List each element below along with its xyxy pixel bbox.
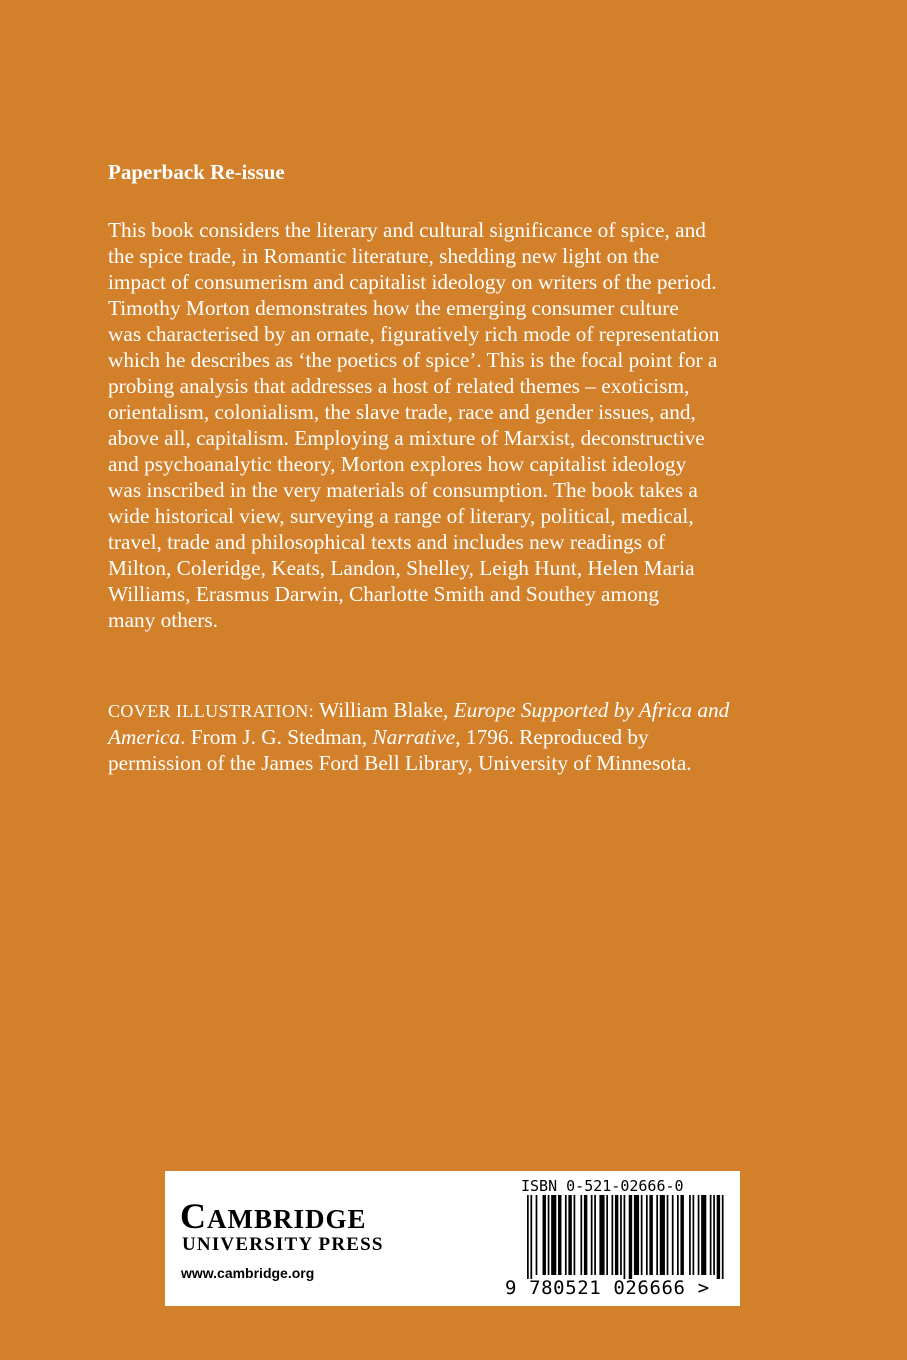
- credit-year: , 1796. Reproduced by: [455, 725, 649, 749]
- description-line: probing analysis that addresses a host of related themes – exoticism,: [108, 374, 690, 398]
- barcode-bar: [565, 1195, 567, 1275]
- barcode-bar: [698, 1195, 700, 1275]
- barcode-bar: [620, 1195, 622, 1275]
- description-line: orientalism, colonialism, the slave trade, race and gender issues, and,: [108, 400, 696, 424]
- description-line: above all, capitalism. Employing a mixture of Marxist, deconstructive: [108, 426, 705, 450]
- book-description: [108, 217, 808, 633]
- credit-work-title-cont: America: [108, 725, 181, 749]
- description-line: and psychoanalytic theory, Morton explores how capitalist ideology: [108, 452, 687, 476]
- isbn-label: ISBN 0-521-02666-0: [521, 1177, 684, 1195]
- credit-line-2: [108, 724, 828, 750]
- barcode-bar: [624, 1195, 626, 1279]
- description-line: Williams, Erasmus Darwin, Charlotte Smith and Southey among: [108, 582, 660, 606]
- description-line: was inscribed in the very materials of consumption. The book takes a: [108, 478, 698, 502]
- description-line: travel, trade and philosophical texts and includes new readings of: [108, 530, 666, 554]
- barcode-bar: [580, 1195, 582, 1275]
- barcode-bar: [717, 1195, 720, 1279]
- barcode-bar: [689, 1195, 691, 1275]
- barcode-digits: 9 780521 026666 >: [505, 1277, 710, 1299]
- credit-label: COVER ILLUSTRATION:: [108, 701, 315, 721]
- barcode-bar: [606, 1195, 608, 1275]
- barcode-bar: [634, 1195, 639, 1275]
- barcode-bar: [641, 1195, 643, 1275]
- description-line: This book considers the literary and cultural significance of spice, and: [108, 218, 706, 242]
- barcode-bar: [646, 1195, 648, 1275]
- description-line: wide historical view, surveying a range of literary, political, medical,: [108, 504, 694, 528]
- barcode-bar: [667, 1195, 669, 1275]
- barcode-bar: [543, 1195, 546, 1275]
- credit-line-3: permission of the James Ford Bell Library, University of Minnesota.: [108, 751, 692, 775]
- barcode-bar: [710, 1195, 712, 1275]
- barcode-bar: [713, 1195, 715, 1275]
- barcode-bar: [594, 1195, 596, 1275]
- edition-heading: Paperback Re-issue: [108, 160, 285, 184]
- barcode-bar: [701, 1195, 706, 1275]
- barcode-bar: [611, 1195, 613, 1275]
- description-line: many others.: [108, 608, 219, 632]
- barcode-bar: [615, 1195, 618, 1275]
- barcode-bar: [574, 1195, 576, 1275]
- barcode-bar: [548, 1195, 550, 1275]
- publisher-barcode-panel: [165, 1171, 740, 1306]
- barcode-bar: [722, 1195, 724, 1279]
- credit-from: . From J. G. Stedman,: [180, 725, 368, 749]
- publisher-subtitle: UNIVERSITY PRESS: [182, 1234, 384, 1255]
- publisher-logo-wordmark: CAMBRIDGE: [180, 1196, 367, 1236]
- barcode-bar: [677, 1195, 679, 1275]
- description-line: the spice trade, in Romantic literature, shedding new light on the: [108, 244, 660, 268]
- barcode-bar: [551, 1195, 556, 1275]
- barcode-bar: [527, 1195, 529, 1279]
- description-line: was characterised by an ornate, figuratively rich mode of representation: [108, 322, 720, 346]
- barcode-bar: [649, 1195, 652, 1275]
- description-line: which he describes as ‘the poetics of spice’. This is the focal point for a: [108, 348, 718, 372]
- barcode-bar: [558, 1195, 561, 1275]
- barcode-bar: [629, 1195, 632, 1279]
- barcode-bar: [656, 1195, 658, 1275]
- credit-work-title: Europe Supported by Africa and: [453, 698, 730, 722]
- barcode-icon: [527, 1195, 727, 1279]
- description-line: impact of consumerism and capitalist ideology on writers of the period.: [108, 270, 717, 294]
- barcode-bar: [672, 1195, 674, 1275]
- barcode-bar: [680, 1195, 683, 1275]
- description-line: Timothy Morton demonstrates how the emerging consumer culture: [108, 296, 679, 320]
- barcode-bar: [591, 1195, 593, 1275]
- barcode-bar: [530, 1195, 532, 1279]
- barcode-bar: [693, 1195, 695, 1275]
- credit-line-1: [108, 697, 828, 724]
- credit-source-title: Narrative: [372, 725, 456, 749]
- barcode-bar: [584, 1195, 587, 1275]
- barcode-bar: [536, 1195, 538, 1275]
- barcode-bar: [660, 1195, 665, 1275]
- cover-illustration-credit: [108, 697, 828, 776]
- publisher-url: www.cambridge.org: [181, 1265, 315, 1281]
- description-line: Milton, Coleridge, Keats, Landon, Shelley, Leigh Hunt, Helen Maria: [108, 556, 695, 580]
- credit-artist: William Blake,: [319, 698, 449, 722]
- barcode-bar: [599, 1195, 604, 1275]
- barcode-bar: [568, 1195, 571, 1275]
